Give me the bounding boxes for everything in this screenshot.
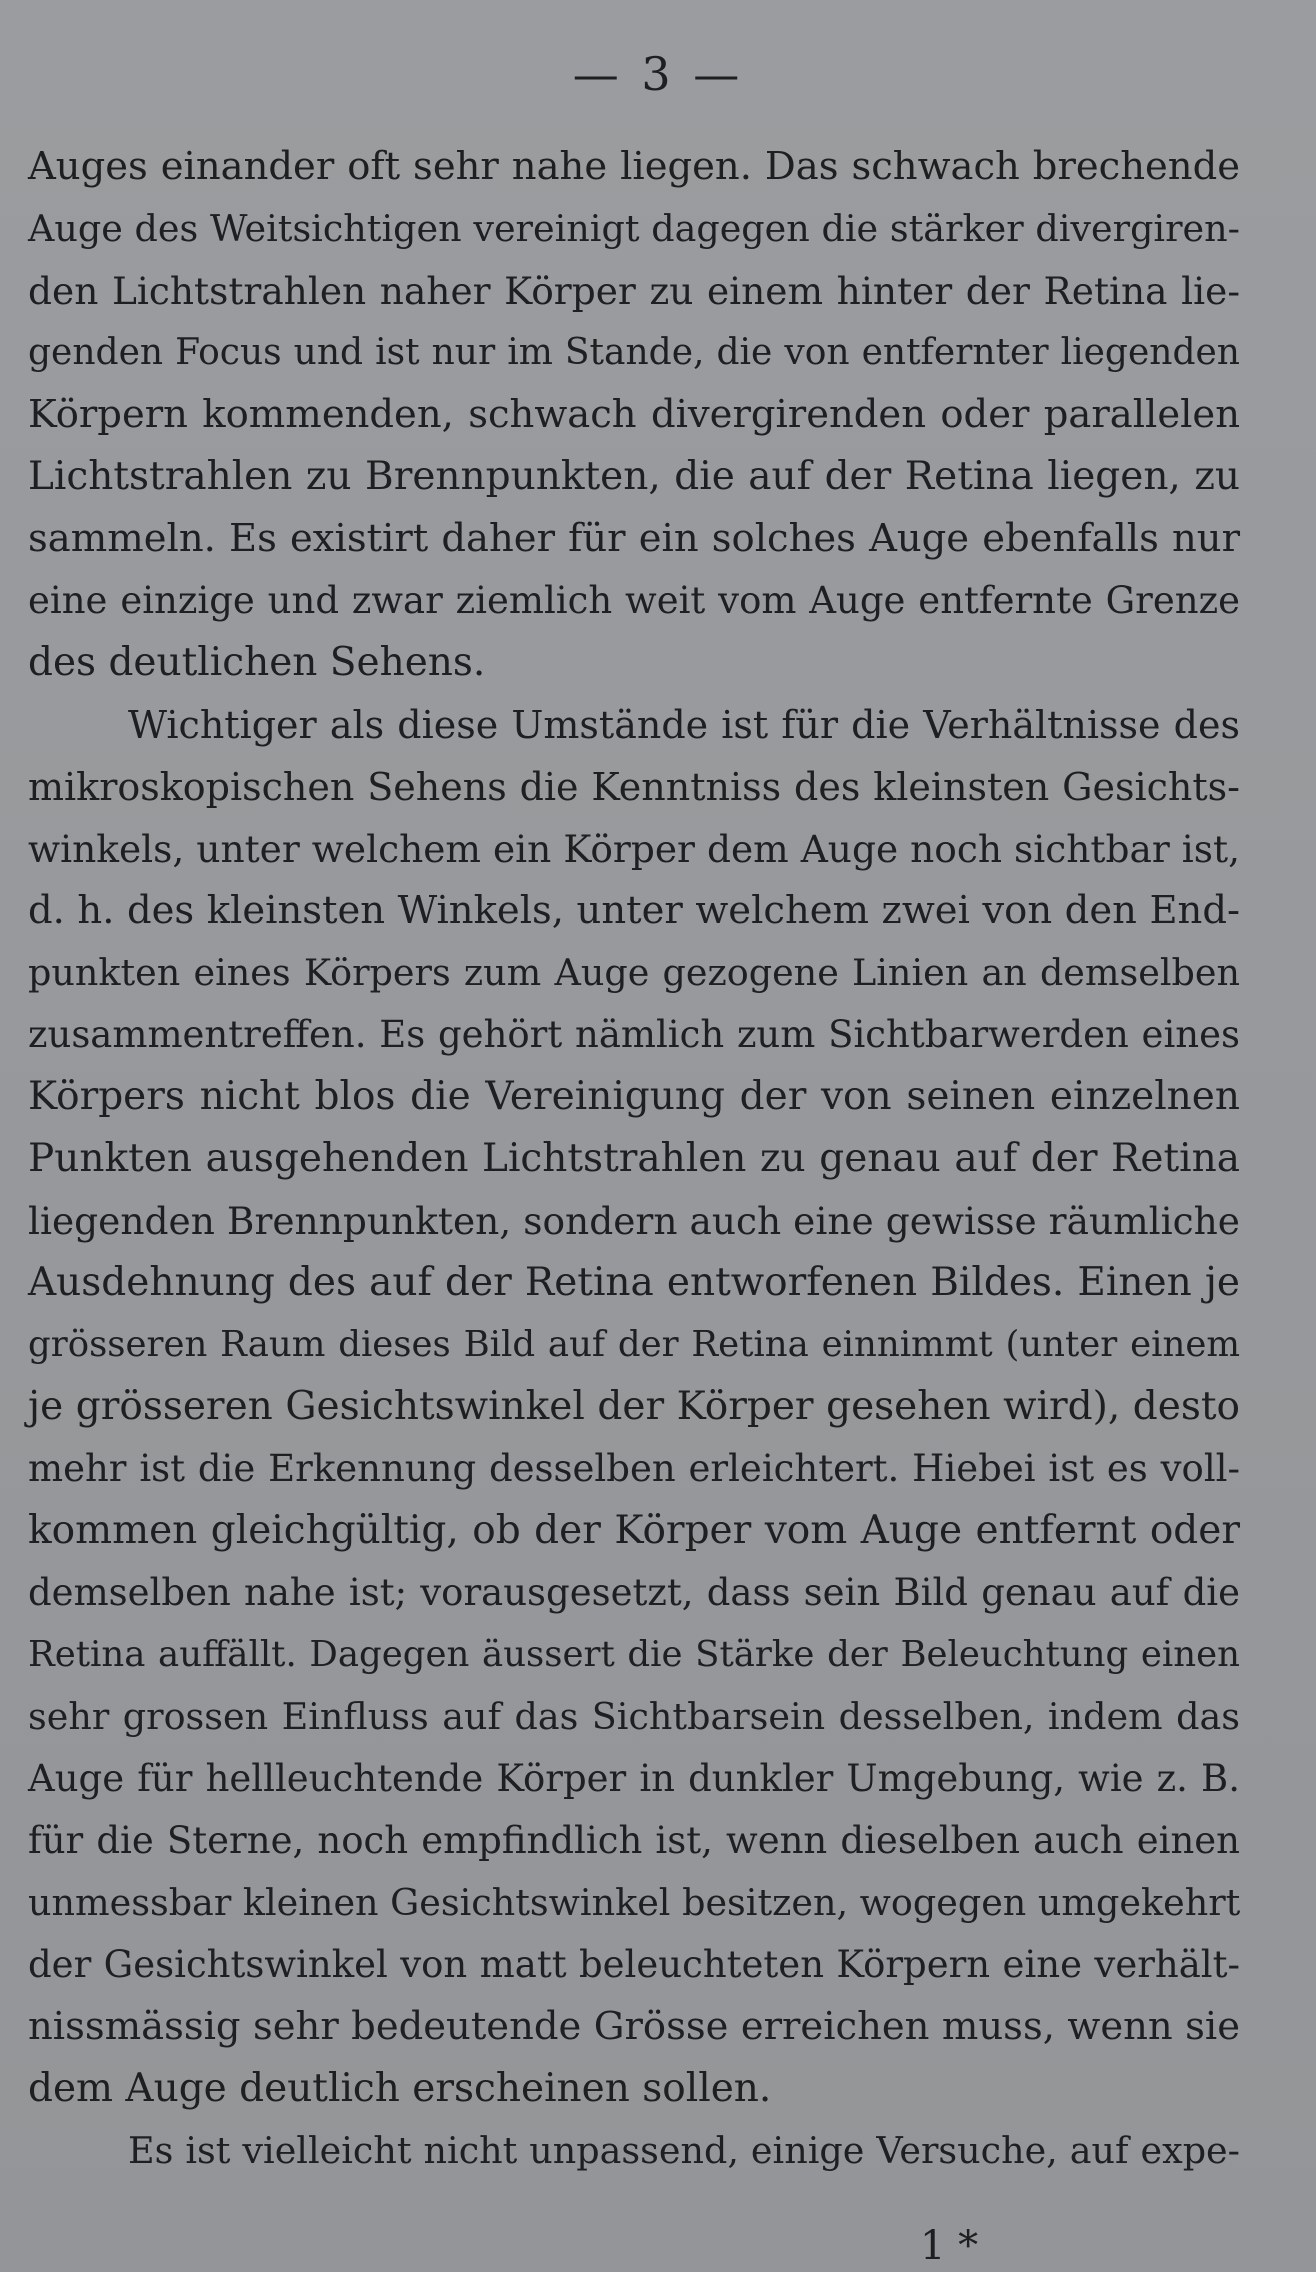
text-line: für die Sterne, noch empfindlich ist, wenn dieselben auch einen <box>28 1819 1240 1862</box>
text-line: Auge für hellleuchtende Körper in dunkler Umgebung, wie z. B. <box>28 1757 1240 1800</box>
text-line: genden Focus und ist nur im Stande, die von entfernter liegenden <box>28 332 1240 373</box>
text-line: winkels, unter welchem ein Körper dem Auge noch sichtbar ist, <box>28 827 1240 871</box>
text-line: Ausdehnung des auf der Retina entworfenen Bildes. Einen je <box>28 1260 1240 1305</box>
body-text <box>28 136 1240 2182</box>
text-line: den Lichtstrahlen naher Körper zu einem hinter der Retina lie- <box>28 269 1240 313</box>
text-line: Retina auffällt. Dagegen äussert die Stärke der Beleuchtung einen <box>28 1634 1240 1675</box>
text-line: Auge des Weitsichtigen vereinigt dagegen die stärker divergiren- <box>28 207 1240 250</box>
text-line: unmessbar kleinen Gesichtswinkel besitzen, wogegen umgekehrt <box>28 1881 1241 1924</box>
text-line: der Gesichtswinkel von matt beleuchteten Körpern eine verhält- <box>28 1943 1240 1986</box>
text-line: je grösseren Gesichtswinkel der Körper gesehen wird), desto <box>28 1384 1240 1429</box>
text-line: zusammentreffen. Es gehört nämlich zum Sichtbarwerden eines <box>28 1013 1240 1056</box>
text-line: grösseren Raum dieses Bild auf der Retina einnimmt (unter einem <box>28 1324 1240 1365</box>
paragraph-3 <box>28 2120 1240 2182</box>
text-line: demselben nahe ist; vorausgesetzt, dass sein Bild genau auf die <box>28 1571 1240 1614</box>
text-line: punkten eines Körpers zum Auge gezogene Linien an demselben <box>28 951 1240 994</box>
text-line: Punkten ausgehenden Lichtstrahlen zu genau auf der Retina <box>28 1136 1240 1181</box>
text-line: mehr ist die Erkennung desselben erleichtert. Hiebei ist es voll- <box>28 1447 1240 1490</box>
paragraph-2 <box>28 694 1240 2120</box>
text-line: sehr grossen Einfluss auf das Sichtbarsein desselben, indem das <box>28 1695 1240 1738</box>
text-line: Auges einander oft sehr nahe liegen. Das schwach brechende <box>28 144 1240 189</box>
signature-mark: 1 * <box>920 2223 979 2269</box>
text-line: Es ist vielleicht nicht unpassend, einige Versuche, auf expe- <box>128 2129 1240 2172</box>
text-line: nissmässig sehr bedeutende Grösse erreichen muss, wenn sie <box>28 2004 1240 2049</box>
text-line: dem Auge deutlich erscheinen sollen. <box>28 2066 772 2111</box>
text-line: des deutlichen Sehens. <box>28 640 486 685</box>
text-line: eine einzige und zwar ziemlich weit vom Auge entfernte Grenze <box>28 579 1240 622</box>
text-line: liegenden Brennpunkten, sondern auch eine gewisse räumliche <box>28 1199 1240 1243</box>
text-line: sammeln. Es existirt daher für ein solches Auge ebenfalls nur <box>28 516 1240 561</box>
text-line: Körpers nicht blos die Vereinigung der von seinen einzelnen <box>28 1074 1240 1119</box>
paragraph-1 <box>28 136 1240 694</box>
text-line: mikroskopischen Sehens die Kenntniss des kleinsten Gesichts- <box>28 765 1240 809</box>
text-line: d. h. des kleinsten Winkels, unter welchem zwei von den End- <box>28 888 1240 933</box>
text-line: Wichtiger als diese Umstände ist für die Verhältnisse des <box>128 703 1240 747</box>
text-line: Körpern kommenden, schwach divergirenden oder parallelen <box>28 392 1240 437</box>
text-line: kommen gleichgültig, ob der Körper vom Auge entfernt oder <box>28 1508 1240 1553</box>
page-number: — 3 — <box>572 47 744 101</box>
text-line: Lichtstrahlen zu Brennpunkten, die auf der Retina liegen, zu <box>28 454 1240 499</box>
